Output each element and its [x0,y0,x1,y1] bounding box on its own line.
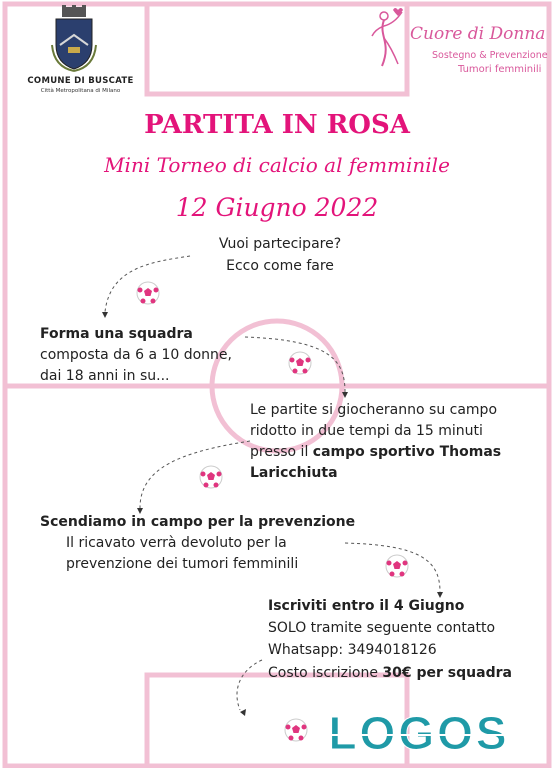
matches-line-1: Le partite si giocheranno su campo [250,402,498,418]
soccer-ball-icon [288,351,312,375]
event-title: PARTITA IN ROSA [144,110,410,140]
comune-name: COMUNE DI BUSCATE [27,76,134,86]
event-subtitle: Mini Torneo di calcio al femminile [104,153,450,177]
org-name: Cuore di Donna [410,24,546,44]
intro-line-1: Vuoi partecipare? [218,236,342,252]
whatsapp-contact: Whatsapp: 3494018126 [268,642,437,658]
team-line-1: composta da 6 a 10 donne, [40,347,232,363]
team-line-2: dai 18 anni in su... [40,368,170,384]
intro-line-2: Ecco come fare [226,258,334,274]
signup-cost [268,663,512,684]
signup-contact-note: SOLO tramite seguente contatto [268,620,496,636]
prevention-heading: Scendiamo in campo per la prevenzione [40,514,356,530]
watermark-text: LOGOS [328,707,510,759]
comune-crest-logo [50,5,98,73]
pink-ribbon-figure-icon [368,6,406,72]
team-heading: Forma una squadra [40,326,193,342]
matches-line-2: ridotto in due tempi da 15 minuti [250,423,483,439]
prevention-line-2: prevenzione dei tumori femminili [66,556,299,572]
logos-watermark-logo [305,707,533,759]
signup-deadline: Iscriviti entro il 4 Giugno [268,598,465,614]
signup-cost-amount: 30€ per squadra [382,665,512,681]
venue-name: campo sportivo Thomas [312,444,502,460]
org-tagline-1: Sostegno & Prevenzione [432,50,548,61]
prevention-line-1: Il ricavato verrà devoluto per la [66,535,287,551]
soccer-ball-icon [199,465,223,489]
matches-line-3-prefix: presso il [250,444,313,460]
soccer-ball-icon [385,554,409,578]
event-date: 12 Giugno 2022 [175,193,379,222]
signup-cost-prefix: Costo iscrizione [268,665,383,681]
matches-line-3 [250,442,501,463]
org-tagline-2: Tumori femminili [458,64,542,75]
comune-subtitle: Città Metropolitana di Milano [40,88,121,94]
venue-name-cont: Laricchiuta [250,465,338,481]
soccer-ball-icon [136,281,160,305]
